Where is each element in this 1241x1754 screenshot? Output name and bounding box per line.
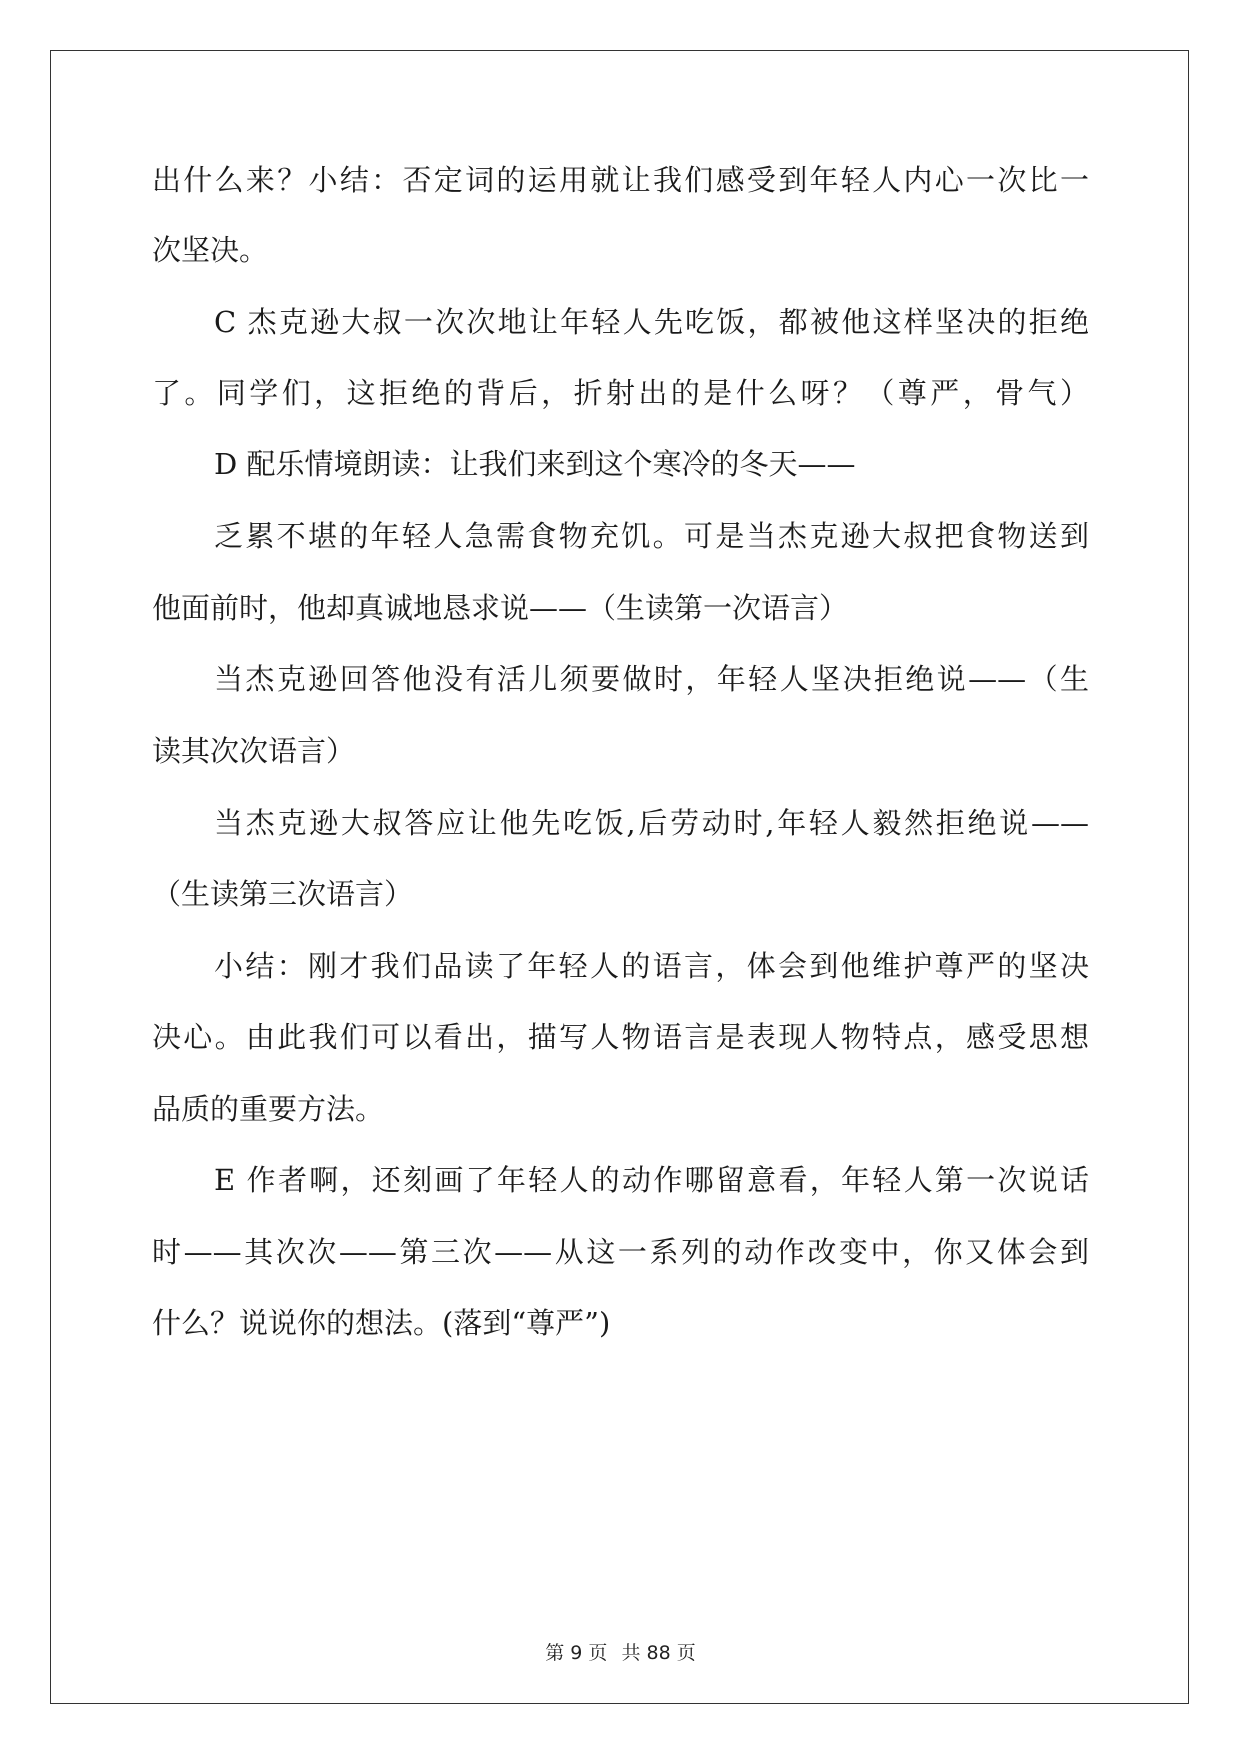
text-line: 乏累不堪的年轻人急需食物充饥。可是当杰克逊大叔把食物送到	[214, 519, 1089, 553]
paragraph-d-line: D 配乐情境朗读：让我们来到这个寒冷的冬天——	[214, 447, 856, 481]
text-line: 了。同学们，这拒绝的背后，折射出的是什么呀？（尊严，骨气）	[152, 376, 1089, 410]
paragraph-e-line: E 作者啊，还刻画了年轻人的动作哪留意看，年轻人第一次说话	[214, 1163, 1089, 1197]
text-line: 决心。由此我们可以看出，描写人物语言是表现人物特点，感受思想	[152, 1020, 1089, 1054]
text-line: 出什么来？小结：否定词的运用就让我们感受到年轻人内心一次比一	[152, 163, 1089, 197]
summary-line: 小结：刚才我们品读了年轻人的语言，体会到他维护尊严的坚决	[214, 949, 1089, 983]
text-line: （生读第三次语言）	[152, 877, 414, 911]
paragraph-c-line: C 杰克逊大叔一次次地让年轻人先吃饭，都被他这样坚决的拒绝	[214, 305, 1089, 339]
page-footer	[0, 1641, 1241, 1665]
page-number: 第 9 页	[545, 1642, 608, 1664]
text-line: 时——其次次——第三次——从这一系列的动作改变中，你又体会到	[152, 1235, 1089, 1269]
text-line: 什么？说说你的想法。(落到“尊严”)	[152, 1306, 611, 1340]
text-line: 次坚决。	[152, 233, 269, 267]
total-pages: 共 88 页	[621, 1642, 696, 1664]
text-line: 他面前时，他却真诚地恳求说——（生读第一次语言）	[152, 591, 849, 625]
text-line: 当杰克逊回答他没有活儿须要做时，年轻人坚决拒绝说——（生	[214, 662, 1089, 696]
text-line: 当杰克逊大叔答应让他先吃饭,后劳动时,年轻人毅然拒绝说——	[214, 806, 1089, 840]
text-line: 读其次次语言）	[152, 734, 356, 768]
text-line: 品质的重要方法。	[152, 1092, 385, 1126]
